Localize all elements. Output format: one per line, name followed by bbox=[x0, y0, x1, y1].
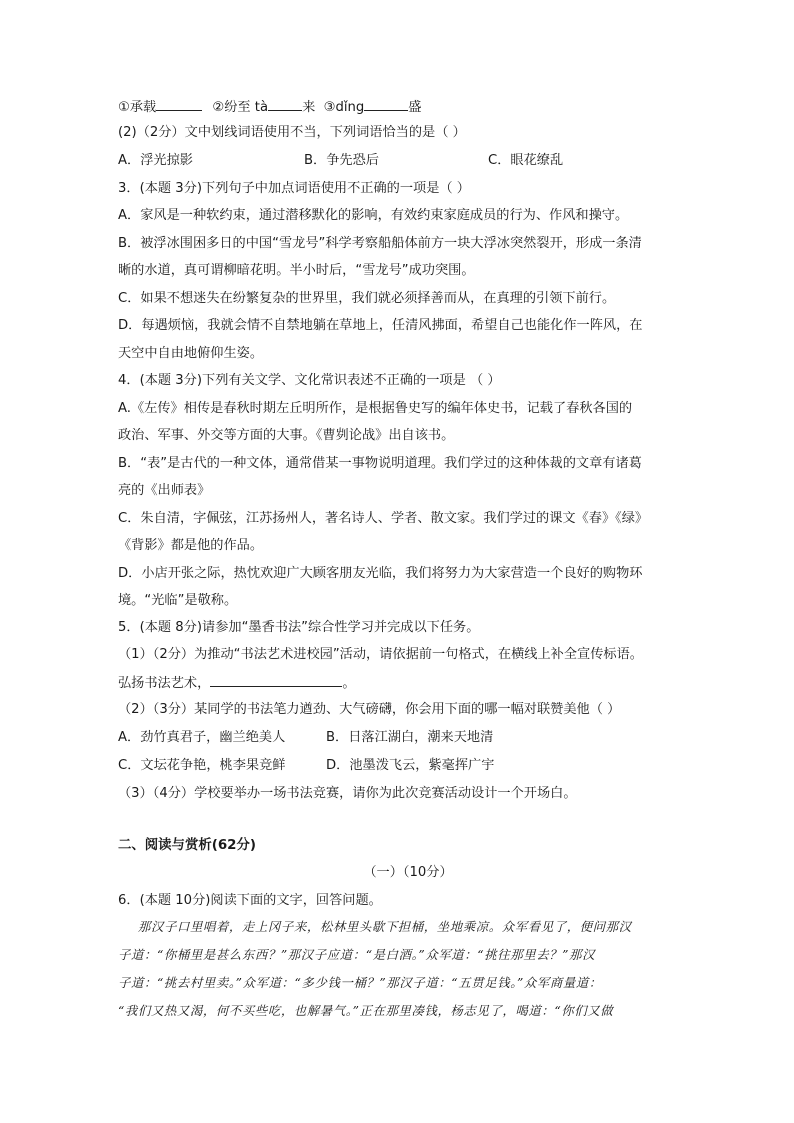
q5-sub2: （2）（3分）某同学的书法笔力遒劲、大气磅礴，你会用下面的哪一幅对联赞美他（ ） bbox=[118, 702, 621, 717]
q5-slogan-suffix: 。 bbox=[342, 676, 356, 691]
q5-slogan-blank[interactable] bbox=[210, 673, 342, 687]
q5-sub1: （1）（2分）为推动“书法艺术进校园”活动，请依据前一句格式，在横线上补全宣传标语。 bbox=[118, 647, 643, 662]
q2-blank-2[interactable] bbox=[268, 97, 302, 111]
q2-2-option-a[interactable]: A．浮光掠影 bbox=[118, 153, 193, 168]
q5-option-b[interactable]: B．日落江湖白，潮来天地清 bbox=[326, 730, 494, 745]
q4-option-b-line1[interactable]: B．“表”是古代的一种文体，通常借某一事物说明道理。我们学过的这种体裁的文章有诸葛 bbox=[118, 456, 642, 471]
section2-title: 二、阅读与赏析(62分) bbox=[118, 838, 256, 853]
passage-line-1: 那汉子口里唱着，走上冈子来，松林里头歇下担桶，坐地乘凉。众军看见了，便问那汉 bbox=[138, 919, 632, 934]
q3-option-b-line1[interactable]: B．被浮冰围困多日的中国“雪龙号”科学考察船船体前方一块大浮冰突然裂开，形成一条清 bbox=[118, 236, 642, 251]
q3-option-d-line2[interactable]: 天空中自由地俯仰生姿。 bbox=[118, 346, 264, 361]
section2-part1: （一）（10分） bbox=[363, 865, 453, 880]
q3-stem: 3．(本题 3分)下列句子中加点词语使用不正确的一项是（ ） bbox=[118, 181, 470, 196]
q3-option-b-line2[interactable]: 晰的水道，真可谓柳暗花明。半小时后，“雪龙号”成功突围。 bbox=[118, 263, 475, 278]
q4-option-a-line2[interactable]: 政治、军事、外交等方面的大事。《曹刿论战》出自该书。 bbox=[118, 428, 455, 443]
q2-2-option-c[interactable]: C．眼花缭乱 bbox=[488, 153, 564, 168]
q2-blank-1[interactable] bbox=[156, 97, 202, 111]
q2-item3-suffix: 盛 bbox=[408, 100, 422, 115]
q3-option-a[interactable]: A．家风是一种软约束，通过潜移默化的影响，有效约束家庭成员的行为、作风和操守。 bbox=[118, 208, 629, 223]
q2-item1: ①承载 bbox=[118, 100, 157, 115]
q5-sub3: （3）（4分）学校要举办一场书法竞赛，请你为此次竞赛活动设计一个开场白。 bbox=[118, 786, 577, 801]
q2-item2-suffix: 来 bbox=[302, 100, 316, 115]
q4-option-b-line2[interactable]: 亮的《出师表》 bbox=[118, 483, 211, 498]
q5-option-c[interactable]: C．文坛花争艳，桃李果竞鲜 bbox=[118, 758, 286, 773]
q2-2-option-b[interactable]: B．争先恐后 bbox=[304, 153, 379, 168]
q3-option-d-line1[interactable]: D．每遇烦恼，我就会情不自禁地躺在草地上，任清风拂面，希望自己也能化作一阵风，在 bbox=[118, 318, 643, 333]
q4-stem: 4．(本题 3分)下列有关文学、文化常识表述不正确的一项是 （ ） bbox=[118, 373, 501, 388]
q5-option-d[interactable]: D．池墨泼飞云，紫毫挥广宇 bbox=[326, 758, 495, 773]
q4-option-c-line1[interactable]: C．朱自清，字佩弦，江苏扬州人，著名诗人、学者、散文家。我们学过的课文《春》《绿》 bbox=[118, 511, 649, 526]
q5-stem: 5．(本题 8分)请参加“墨香书法”综合性学习并完成以下任务。 bbox=[118, 620, 480, 635]
passage-line-3: 子道：“挑去村里卖。”众军道：“多少钱一桶？”那汉子道：“五贯足钱。”众军商量道： bbox=[118, 975, 602, 990]
q4-option-d-line2[interactable]: 境。“光临”是敬称。 bbox=[118, 593, 238, 608]
q2-item3-prefix: ③dǐng bbox=[323, 100, 365, 115]
passage-line-4: “我们又热又渴，何不买些吃，也解暑气。”正在那里凑钱，杨志见了，喝道：“你们又做 bbox=[118, 1003, 614, 1018]
q4-option-d-line1[interactable]: D．小店开张之际，热忱欢迎广大顾客朋友光临，我们将努力为大家营造一个良好的购物环 bbox=[118, 566, 643, 581]
q5-slogan-line bbox=[118, 673, 678, 693]
q5-slogan-prefix: 弘扬书法艺术， bbox=[118, 676, 211, 691]
q4-option-a-line1[interactable]: A.《左传》相传是春秋时期左丘明所作，是根据鲁史写的编年体史书，记载了春秋各国的 bbox=[118, 401, 633, 416]
q6-stem: 6．(本题 10分)阅读下面的文字，回答问题。 bbox=[118, 893, 382, 908]
q2-2-stem: (2)（2分）文中划线词语使用不当，下列词语恰当的是（ ） bbox=[118, 125, 466, 140]
q3-option-c[interactable]: C．如果不想迷失在纷繁复杂的世界里，我们就必须择善而从，在真理的引领下前行。 bbox=[118, 291, 616, 306]
q2-fill-line bbox=[118, 97, 678, 117]
q2-blank-3[interactable] bbox=[364, 97, 408, 111]
q4-option-c-line2[interactable]: 《背影》都是他的作品。 bbox=[118, 538, 264, 553]
q5-option-a[interactable]: A．劲竹真君子，幽兰绝美人 bbox=[118, 730, 286, 745]
q2-item2-prefix: ②纷至 tà bbox=[212, 100, 269, 115]
passage-line-2: 子道：“你桶里是甚么东西？”那汉子应道：“是白酒。”众军道：“挑往那里去？”那汉 bbox=[118, 947, 596, 962]
